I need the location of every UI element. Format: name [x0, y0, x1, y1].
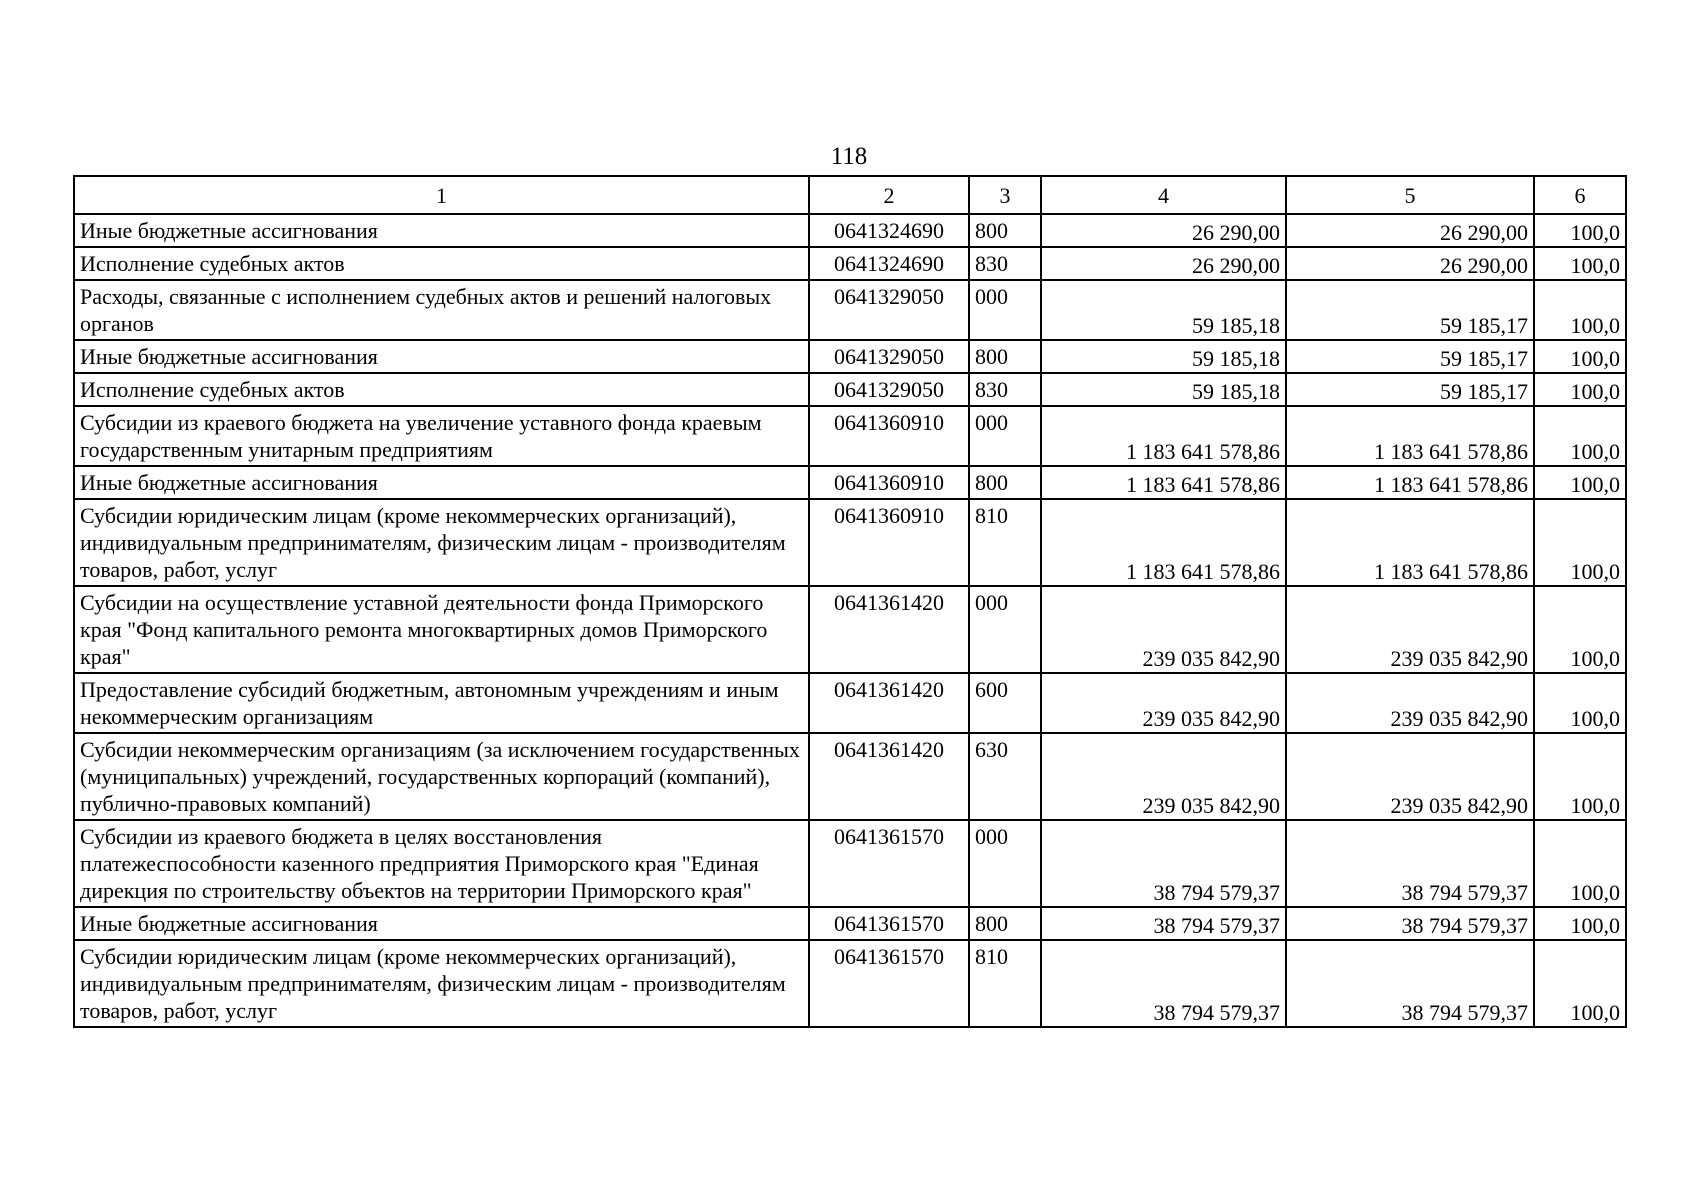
row-fact: 239 035 842,90 [1286, 733, 1534, 820]
row-fact: 239 035 842,90 [1286, 586, 1534, 673]
row-expense-type: 830 [969, 247, 1041, 280]
table-row [74, 733, 1626, 820]
row-fact: 239 035 842,90 [1286, 673, 1534, 733]
row-percent: 100,0 [1534, 499, 1626, 586]
row-name: Субсидии юридическим лицам (кроме некоммерческих организаций), индивидуальным предпринимателям, физическим лицам - производителям товаров, работ, услуг [74, 499, 809, 586]
row-code: 0641329050 [809, 373, 969, 406]
row-name: Иные бюджетные ассигнования [74, 907, 809, 940]
row-fact: 38 794 579,37 [1286, 907, 1534, 940]
row-expense-type: 600 [969, 673, 1041, 733]
row-fact: 26 290,00 [1286, 247, 1534, 280]
row-percent: 100,0 [1534, 406, 1626, 466]
row-expense-type: 810 [969, 499, 1041, 586]
row-expense-type: 800 [969, 340, 1041, 373]
row-percent: 100,0 [1534, 247, 1626, 280]
row-fact: 59 185,17 [1286, 373, 1534, 406]
row-expense-type: 000 [969, 280, 1041, 340]
table-row [74, 907, 1626, 940]
row-name: Субсидии юридическим лицам (кроме некоммерческих организаций), индивидуальным предпринимателям, физическим лицам - производителям товаров, работ, услуг [74, 940, 809, 1027]
row-plan: 1 183 641 578,86 [1041, 466, 1286, 499]
row-plan: 59 185,18 [1041, 340, 1286, 373]
row-code: 0641361570 [809, 820, 969, 907]
header-col-5: 5 [1286, 176, 1534, 214]
row-percent: 100,0 [1534, 373, 1626, 406]
row-plan: 26 290,00 [1041, 214, 1286, 247]
table-row [74, 820, 1626, 907]
row-code: 0641360910 [809, 406, 969, 466]
row-plan: 38 794 579,37 [1041, 907, 1286, 940]
row-name: Субсидии из краевого бюджета в целях восстановления платежеспособности казенного предприятия Приморского края "Единая дирекция по строительству объектов на территории Приморского края" [74, 820, 809, 907]
row-expense-type: 810 [969, 940, 1041, 1027]
row-plan: 1 183 641 578,86 [1041, 406, 1286, 466]
row-code: 0641324690 [809, 214, 969, 247]
row-percent: 100,0 [1534, 280, 1626, 340]
table-row [74, 214, 1626, 247]
row-percent: 100,0 [1534, 586, 1626, 673]
row-percent: 100,0 [1534, 940, 1626, 1027]
row-plan: 239 035 842,90 [1041, 733, 1286, 820]
row-percent: 100,0 [1534, 466, 1626, 499]
page-number: 118 [830, 143, 868, 170]
row-fact: 59 185,17 [1286, 340, 1534, 373]
header-col-2: 2 [809, 176, 969, 214]
header-col-4: 4 [1041, 176, 1286, 214]
row-name: Исполнение судебных актов [74, 373, 809, 406]
row-code: 0641324690 [809, 247, 969, 280]
row-fact: 1 183 641 578,86 [1286, 406, 1534, 466]
row-percent: 100,0 [1534, 820, 1626, 907]
row-code: 0641361420 [809, 586, 969, 673]
header-col-1: 1 [74, 176, 809, 214]
row-expense-type: 800 [969, 907, 1041, 940]
table-row [74, 940, 1626, 1027]
budget-table [73, 175, 1627, 1028]
row-fact: 59 185,17 [1286, 280, 1534, 340]
row-expense-type: 000 [969, 406, 1041, 466]
row-percent: 100,0 [1534, 673, 1626, 733]
row-percent: 100,0 [1534, 214, 1626, 247]
row-percent: 100,0 [1534, 340, 1626, 373]
row-plan: 1 183 641 578,86 [1041, 499, 1286, 586]
row-code: 0641360910 [809, 499, 969, 586]
table-row [74, 373, 1626, 406]
row-plan: 59 185,18 [1041, 373, 1286, 406]
row-code: 0641329050 [809, 340, 969, 373]
header-row [74, 176, 1626, 214]
row-code: 0641361420 [809, 673, 969, 733]
row-code: 0641361570 [809, 940, 969, 1027]
row-plan: 239 035 842,90 [1041, 586, 1286, 673]
row-code: 0641361570 [809, 907, 969, 940]
row-name: Иные бюджетные ассигнования [74, 214, 809, 247]
row-fact: 26 290,00 [1286, 214, 1534, 247]
row-fact: 1 183 641 578,86 [1286, 466, 1534, 499]
row-plan: 239 035 842,90 [1041, 673, 1286, 733]
table-row [74, 586, 1626, 673]
row-percent: 100,0 [1534, 907, 1626, 940]
row-name: Субсидии из краевого бюджета на увеличение уставного фонда краевым государственным унитарным предприятиям [74, 406, 809, 466]
table-row [74, 499, 1626, 586]
table-row [74, 406, 1626, 466]
row-name: Предоставление субсидий бюджетным, автономным учреждениям и иным некоммерческим организациям [74, 673, 809, 733]
row-fact: 1 183 641 578,86 [1286, 499, 1534, 586]
row-code: 0641361420 [809, 733, 969, 820]
row-fact: 38 794 579,37 [1286, 940, 1534, 1027]
row-name: Субсидии на осуществление уставной деятельности фонда Приморского края "Фонд капитального ремонта многоквартирных домов Приморского края" [74, 586, 809, 673]
row-plan: 26 290,00 [1041, 247, 1286, 280]
row-expense-type: 000 [969, 586, 1041, 673]
row-name: Расходы, связанные с исполнением судебных актов и решений налоговых органов [74, 280, 809, 340]
table-row [74, 466, 1626, 499]
row-name: Субсидии некоммерческим организациям (за исключением государственных (муниципальных) учреждений, государственных корпораций (компаний), публично-правовых компаний) [74, 733, 809, 820]
row-code: 0641360910 [809, 466, 969, 499]
row-plan: 59 185,18 [1041, 280, 1286, 340]
row-plan: 38 794 579,37 [1041, 820, 1286, 907]
row-expense-type: 800 [969, 466, 1041, 499]
table-row [74, 673, 1626, 733]
table-row [74, 280, 1626, 340]
row-expense-type: 000 [969, 820, 1041, 907]
row-percent: 100,0 [1534, 733, 1626, 820]
row-plan: 38 794 579,37 [1041, 940, 1286, 1027]
row-expense-type: 800 [969, 214, 1041, 247]
row-expense-type: 830 [969, 373, 1041, 406]
row-name: Иные бюджетные ассигнования [74, 466, 809, 499]
row-name: Исполнение судебных актов [74, 247, 809, 280]
table-row [74, 247, 1626, 280]
row-code: 0641329050 [809, 280, 969, 340]
header-col-3: 3 [969, 176, 1041, 214]
row-name: Иные бюджетные ассигнования [74, 340, 809, 373]
row-expense-type: 630 [969, 733, 1041, 820]
table-row [74, 340, 1626, 373]
row-fact: 38 794 579,37 [1286, 820, 1534, 907]
header-col-6: 6 [1534, 176, 1626, 214]
